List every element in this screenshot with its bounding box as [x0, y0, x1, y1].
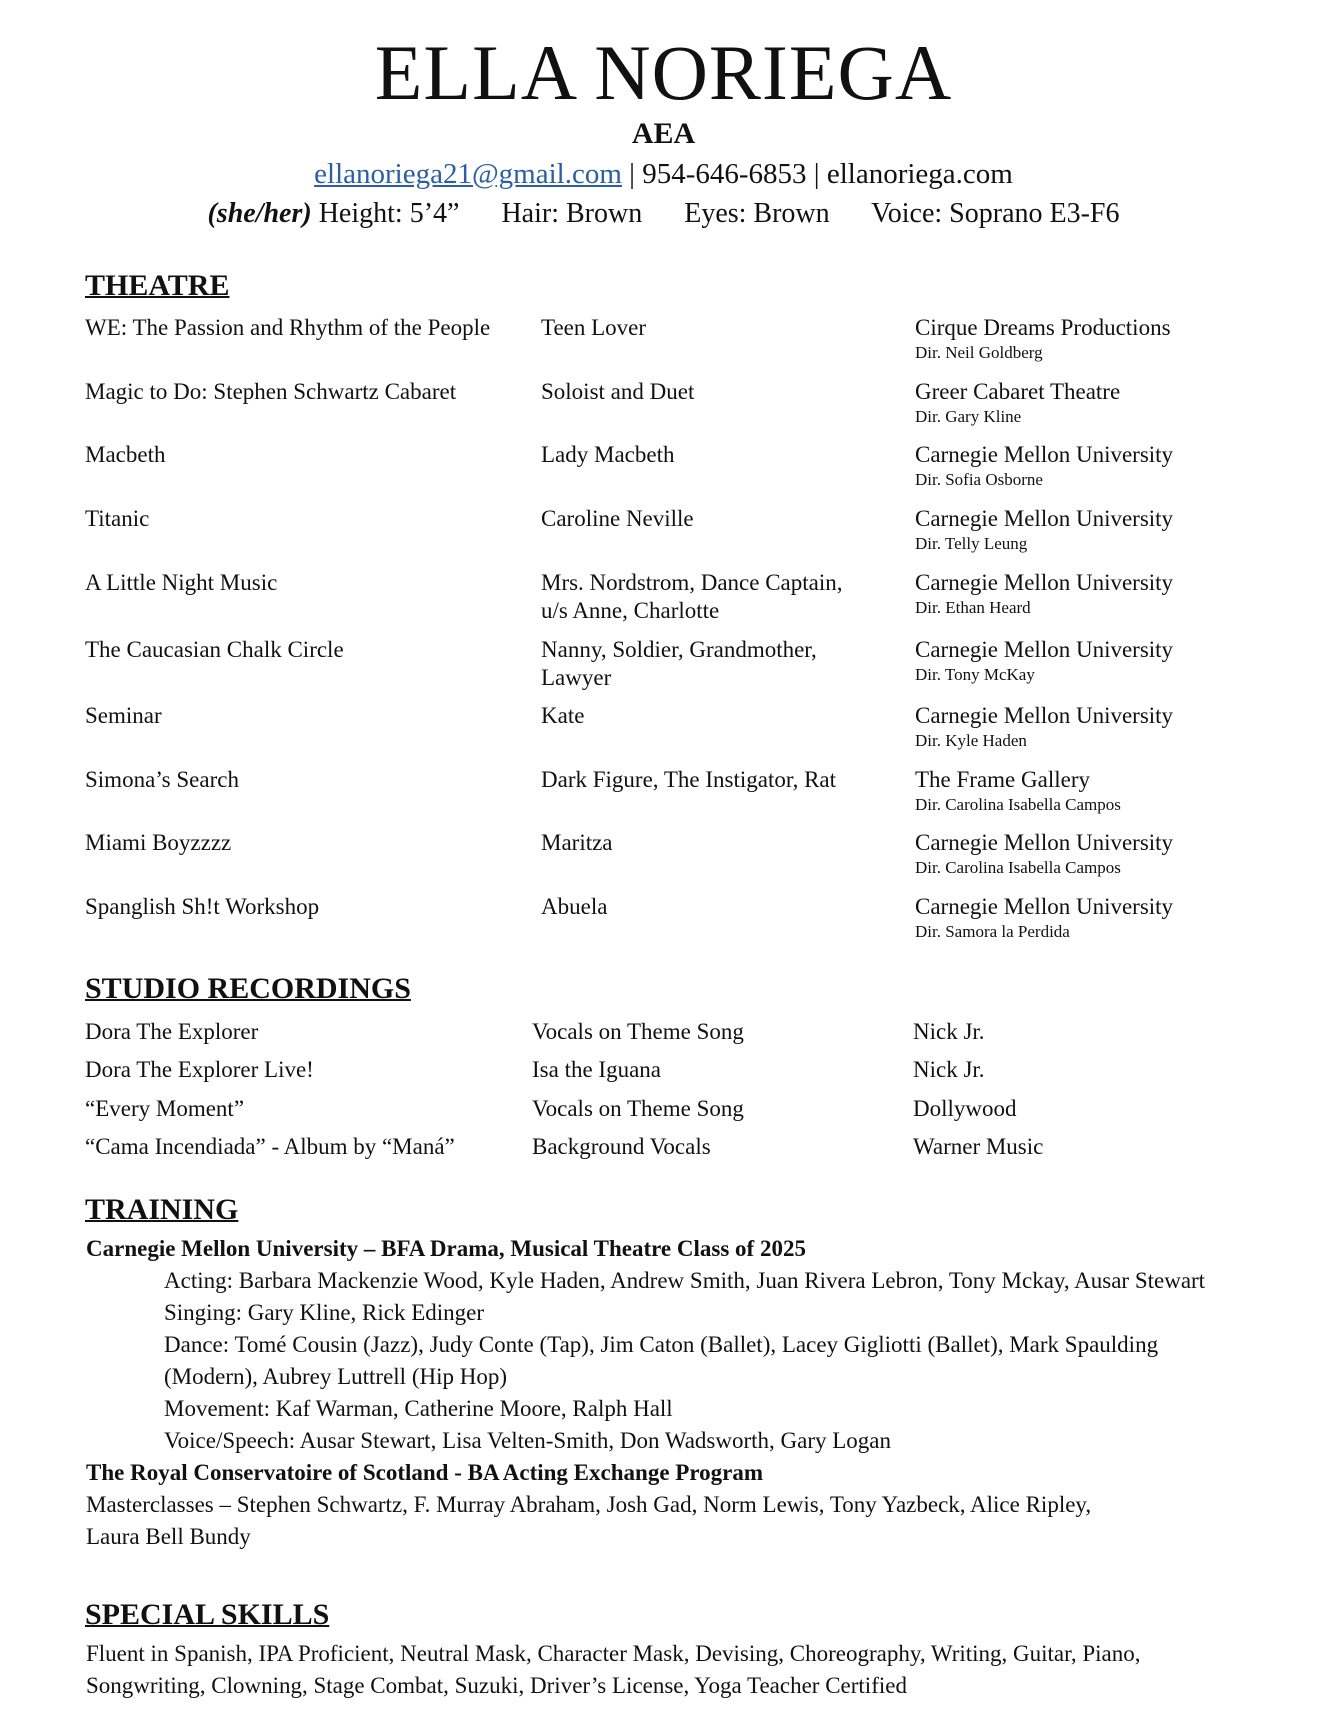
theatre-heading: THEATRE — [85, 269, 230, 302]
role: Soloist and Duet — [541, 379, 695, 404]
special-skills-text — [86, 1638, 1286, 1702]
role: Caroline Neville — [541, 506, 694, 531]
label: Dollywood — [913, 1096, 1017, 1121]
physical-stats — [0, 196, 1327, 232]
training-dance-continued: (Modern), Aubrey Luttrell (Hip Hop) — [164, 1364, 508, 1389]
company-name: Greer Cabaret Theatre — [915, 379, 1121, 404]
training-acting: Acting: Barbara Mackenzie Wood, Kyle Haden, Andrew Smith, Juan Rivera Lebron, Tony Mckay, Ausar Stewart — [164, 1268, 1206, 1293]
show-title: A Little Night Music — [85, 570, 278, 595]
training-singing: Singing: Gary Kline, Rick Edinger — [164, 1300, 485, 1325]
company-name: Carnegie Mellon University — [915, 703, 1174, 728]
company-name: Carnegie Mellon University — [915, 637, 1174, 662]
studio-recordings-heading: STUDIO RECORDINGS — [85, 972, 411, 1005]
project: Dora The Explorer — [85, 1019, 259, 1044]
role: Mrs. Nordstrom, Dance Captain, u/s Anne, Charlotte — [541, 570, 843, 623]
special-skills-heading: SPECIAL SKILLS — [85, 1598, 330, 1631]
director: Dir. Carolina Isabella Campos — [915, 795, 1121, 814]
contact-separator: | — [806, 158, 827, 190]
training-heading: TRAINING — [85, 1193, 239, 1226]
show-title: Seminar — [85, 703, 162, 728]
company-name: The Frame Gallery — [915, 767, 1090, 792]
training-dance: Dance: Tomé Cousin (Jazz), Judy Conte (Tap), Jim Caton (Ballet), Lacey Gigliotti (Ballet), Mark Spaulding — [164, 1332, 1159, 1357]
director: Dir. Neil Goldberg — [915, 343, 1043, 362]
show-title: Miami Boyzzzz — [85, 830, 232, 855]
training-school: The Royal Conservatoire of Scotland - BA Acting Exchange Program — [86, 1460, 763, 1485]
director: Dir. Gary Kline — [915, 407, 1022, 426]
pronouns: (she/her) — [207, 198, 312, 229]
company — [915, 441, 1315, 491]
company — [915, 569, 1315, 619]
company — [915, 893, 1315, 943]
director: Dir. Kyle Haden — [915, 731, 1027, 750]
union-affiliation: AEA — [631, 117, 696, 150]
training-masterclasses: Masterclasses – Stephen Schwartz, F. Murray Abraham, Josh Gad, Norm Lewis, Tony Yazbeck, Alice Ripley, — [86, 1492, 1092, 1517]
height: Height: 5’4” — [311, 198, 460, 229]
director: Dir. Samora la Perdida — [915, 922, 1070, 941]
show-title: Magic to Do: Stephen Schwartz Cabaret — [85, 379, 457, 404]
eyes: Eyes: Brown — [684, 198, 830, 229]
show-title: The Caucasian Chalk Circle — [85, 637, 344, 662]
role: Isa the Iguana — [532, 1057, 661, 1082]
role: Kate — [541, 703, 585, 728]
role: Lady Macbeth — [541, 442, 675, 467]
label: Nick Jr. — [913, 1019, 985, 1044]
company-name: Carnegie Mellon University — [915, 570, 1174, 595]
company — [915, 766, 1315, 816]
company — [915, 378, 1315, 428]
role: Vocals on Theme Song — [532, 1096, 744, 1121]
company-name: Carnegie Mellon University — [915, 830, 1174, 855]
voice-range: Voice: Soprano E3-F6 — [871, 198, 1120, 229]
project: Dora The Explorer Live! — [85, 1057, 314, 1082]
training-masterclasses-continued: Laura Bell Bundy — [86, 1524, 251, 1549]
director: Dir. Ethan Heard — [915, 598, 1031, 617]
project: “Every Moment” — [85, 1096, 245, 1121]
company — [915, 636, 1315, 686]
phone-number: 954-646-6853 — [642, 158, 807, 190]
email-link[interactable]: ellanoriega21@gmail.com — [314, 158, 622, 190]
company — [915, 505, 1315, 555]
show-title: Titanic — [85, 506, 150, 531]
skills-line: Fluent in Spanish, IPA Proficient, Neutral Mask, Character Mask, Devising, Choreography, Writing, Guitar, Piano, — [86, 1641, 1141, 1666]
show-title: WE: The Passion and Rhythm of the People — [85, 315, 491, 340]
company-name: Carnegie Mellon University — [915, 442, 1174, 467]
role: Dark Figure, The Instigator, Rat — [541, 767, 837, 792]
contact-separator: | — [621, 158, 643, 190]
show-title: Simona’s Search — [85, 767, 239, 792]
show-title: Spanglish Sh!t Workshop — [85, 894, 320, 919]
label: Nick Jr. — [913, 1057, 985, 1082]
company-name: Carnegie Mellon University — [915, 894, 1174, 919]
company-name: Carnegie Mellon University — [915, 506, 1174, 531]
role: Maritza — [541, 830, 613, 855]
role: Abuela — [541, 894, 608, 919]
company — [915, 829, 1315, 879]
director: Dir. Telly Leung — [915, 534, 1028, 553]
performer-name: ELLA NORIEGA — [374, 29, 953, 116]
training-content — [86, 1233, 1286, 1553]
role: Vocals on Theme Song — [532, 1019, 744, 1044]
website: ellanoriega.com — [826, 158, 1013, 190]
director: Dir. Carolina Isabella Campos — [915, 858, 1121, 877]
company-name: Cirque Dreams Productions — [915, 315, 1171, 340]
training-voice-speech: Voice/Speech: Ausar Stewart, Lisa Velten-Smith, Don Wadsworth, Gary Logan — [164, 1428, 891, 1453]
hair: Hair: Brown — [501, 198, 643, 229]
label: Warner Music — [913, 1134, 1044, 1159]
contact-line — [0, 156, 1327, 192]
company — [915, 314, 1315, 364]
training-movement: Movement: Kaf Warman, Catherine Moore, Ralph Hall — [164, 1396, 673, 1421]
project: “Cama Incendiada” - Album by “Maná” — [85, 1134, 455, 1159]
show-title: Macbeth — [85, 442, 166, 467]
company — [915, 702, 1315, 752]
role: Teen Lover — [541, 315, 647, 340]
director: Dir. Sofia Osborne — [915, 470, 1043, 489]
skills-line: Songwriting, Clowning, Stage Combat, Suzuki, Driver’s License, Yoga Teacher Certified — [86, 1673, 907, 1698]
training-school: Carnegie Mellon University – BFA Drama, Musical Theatre Class of 2025 — [86, 1236, 806, 1261]
role: Nanny, Soldier, Grandmother, Lawyer — [541, 637, 817, 690]
director: Dir. Tony McKay — [915, 665, 1035, 684]
role: Background Vocals — [532, 1134, 711, 1159]
